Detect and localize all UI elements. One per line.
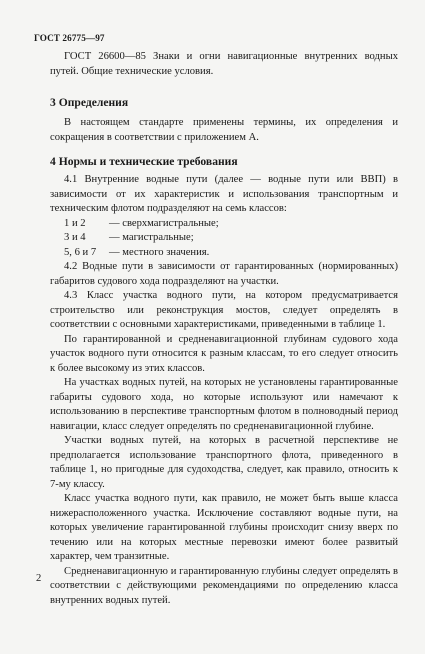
paragraph-depth-classes: По гарантированной и средненавигационной глубинам судового хода участок водного пути относится к разным классам, то его следует относить к более высокому из этих классов.	[50, 333, 398, 374]
section-4-body	[50, 173, 398, 608]
class-description: — магистральные;	[109, 232, 194, 243]
section-3-heading: 3 Определения	[50, 96, 129, 109]
page-number: 2	[36, 573, 42, 584]
paragraph-no-guaranteed-dimensions: На участках водных путей, на которых не установлены гарантированные габариты судового хода, но которые используют или намечают к использованию в перспективе транспортным флотом в полноводный период навигации, класс следует определять по средненавигационной глубине.	[50, 377, 398, 432]
class-description: — сверхмагистральные;	[109, 217, 219, 229]
reference-text: ГОСТ 26600—85 Знаки и огни навигационные внутренних водных путей. Общие технические условия.	[50, 51, 398, 77]
class-list-item	[64, 246, 398, 261]
running-header: ГОСТ 26775—97	[34, 33, 105, 43]
section-4-heading: 4 Нормы и технические требования	[50, 155, 238, 168]
class-numbers: 1 и 2	[64, 217, 86, 229]
reference-entry	[50, 50, 398, 79]
paragraph-4-1: 4.1 Внутренние водные пути (далее — водные пути или ВВП) в зависимости от их характеристик и использования транспортным и техническим флотом подразделяют на семь классов:	[50, 174, 398, 214]
paragraph-4-2: 4.2 Водные пути в зависимости от гарантированных (нормированных) габаритов судового хода подразделяют на участки.	[50, 261, 398, 287]
paragraph-depth-determination: Средненавигационную и гарантированную глубины следует определять в соответствии с действующими рекомендациями по определению класса внутренних водных путей.	[50, 565, 398, 606]
class-numbers: 3 и 4	[64, 232, 86, 243]
class-list-item	[64, 231, 398, 246]
paragraph-4-3: 4.3 Класс участка водного пути, на котором предусматривается строительство или реконструкция мостов, следует определять в соответствии с основными характеристиками, приведенными в таблице 1.	[50, 290, 398, 330]
paragraph-class-limit: Класс участка водного пути, как правило, не может быть выше класса нижерасположенного участка. Исключение составляют водные пути, на которых увеличение гарантированной глубины происходит снизу вверх по течению или на которых местные перевозки имеют более развитый характер, чем транзитные.	[50, 493, 398, 562]
class-list-item	[64, 217, 398, 232]
class-description: — местного значения.	[109, 246, 210, 258]
section-3-paragraph: В настоящем стандарте применены термины, их определения и сокращения в соответствии с приложением А.	[50, 117, 398, 143]
class-numbers: 5, 6 и 7	[64, 246, 97, 258]
paragraph-7th-class: Участки водных путей, на которых в расчетной перспективе не предполагается использование транспортного флота, приведенного в таблице 1, но пригодные для судоходства, следует, как правило, относить к 7-му классу.	[50, 435, 398, 490]
section-3-body	[50, 116, 398, 145]
